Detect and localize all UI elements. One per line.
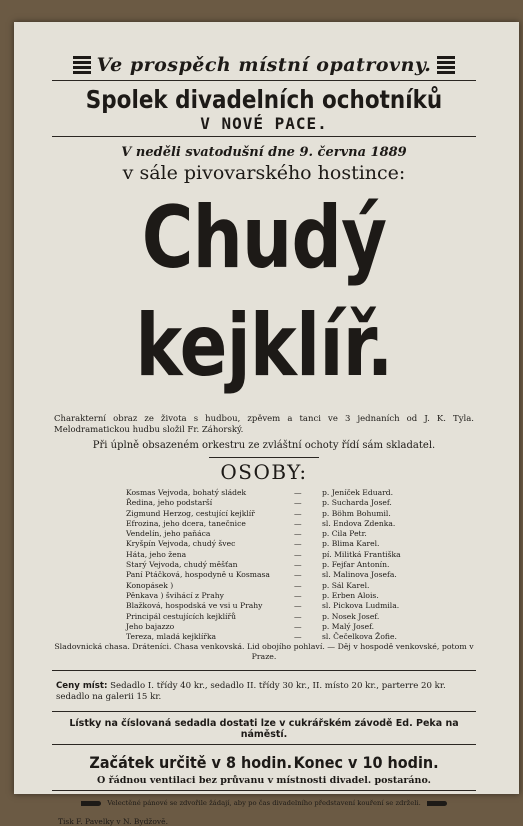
smoking-request-text: Velectěné pánové se zdvořile žádají, aby po čas divadelního představení kouření se zdrželi. — [107, 799, 421, 808]
cast-row: Efrozina, jeho dcera, tanečnice — sl. Endova Zdenka. — [126, 519, 426, 529]
cast-role: Pěnkava ) švihácí z Prahy — [126, 590, 224, 600]
cast-heading: OSOBY: — [220, 460, 308, 484]
venue: v sále pivovarského hostince: — [122, 162, 406, 184]
times — [89, 753, 438, 772]
prices-text: Sedadlo I. třídy 40 kr., sedadlo II. třídy 30 kr., II. místo 20 kr., parterre 20 kr. sedadlo na galerii 15 kr. — [56, 681, 446, 703]
benefit-text: Ve prospěch místní opatrovny. — [96, 54, 432, 76]
cast-role: Kryšpín Vejvoda, chudý švec — [126, 539, 236, 549]
cast-role: Efrozina, jeho dcera, tanečnice — [126, 518, 246, 528]
cast-role: Principál cestujících kejklířů — [126, 611, 237, 621]
cast-actor: sl. Endova Zdenka. — [322, 518, 396, 528]
cast-actor: p. Böhm Bohumil. — [322, 508, 391, 518]
cast-actor: p. Fejfar Antonín. — [322, 560, 390, 570]
divider — [52, 670, 476, 671]
cast-role: Kosmas Vejvoda, bohatý sládek — [126, 488, 247, 497]
divider — [52, 136, 476, 137]
cast-row: Tereza, mladá kejklířka — sl. Čečelkova Žofie. — [126, 632, 426, 642]
cast-actor: p. Sál Karel. — [322, 580, 370, 590]
cast-bracket-note: švihácí z Prahy — [165, 590, 224, 600]
cast-role: Vendelín, jeho paňáca — [126, 529, 211, 539]
start-time: Začátek určitě v 8 hodin. — [89, 753, 293, 773]
play-title: Chudý kejklíř. — [135, 188, 393, 396]
cast-row: Vendelín, jeho paňáca — p. Cila Petr. — [126, 529, 426, 539]
cast-role: Starý Vejvoda, chudý měšťan — [126, 560, 238, 570]
cast-actor: sl. Čečelkova Žofie. — [322, 632, 397, 642]
prices-label: Ceny míst: — [56, 681, 108, 692]
poster — [24, 32, 504, 826]
divider — [52, 80, 476, 81]
left-ornament-icon — [73, 56, 91, 76]
pointing-hand-icon — [81, 801, 101, 806]
society-name: Spolek divadelních ochotníků — [85, 85, 443, 114]
cast-actor: p. Jeníček Eduard. — [322, 488, 394, 497]
cast-row: Pěnkava ) švihácí z Prahy — p. Erben Alois. — [126, 591, 426, 601]
cast-row: Blažková, hospodská ve vsi u Prahy — sl. Pickova Ludmila. — [126, 601, 426, 611]
cast-actor: sl. Pickova Ludmila. — [322, 601, 400, 611]
cast-row: Paní Ptáčková, hospodyně u Kosmasa — sl. Malinova Josefa. — [126, 570, 426, 580]
cast-role: Tereza, mladá kejklířka — [126, 632, 217, 642]
cast-role: Háta, jeho žena — [126, 549, 187, 559]
orchestra-note: Při úplně obsazeném orkestru ze zvláštní ochoty řídí sám skladatel. — [92, 440, 436, 451]
performance-date: V neděli svatodušní dne 9. června 1889 — [121, 145, 407, 160]
pointing-hand-icon — [427, 801, 447, 806]
printer-credit: Tisk F. Pavelky v N. Bydžově. — [58, 817, 168, 826]
cast-actor: p. Cila Petr. — [322, 529, 367, 539]
cast-footer: Sladovnická chasa. Dráteníci. Chasa venkovská. Lid obojího pohlaví. — Děj v hospodě venkovské, potom v Praze. — [54, 642, 474, 662]
divider — [209, 457, 319, 458]
cast-role: Paní Ptáčková, hospodyně u Kosmasa — [126, 570, 270, 580]
cast-role: Blažková, hospodská ve vsi u Prahy — [126, 601, 263, 611]
smoking-request — [24, 799, 504, 807]
cast-actor: p. Nosek Josef. — [322, 611, 380, 621]
cast-role: Konopásek ) — [126, 580, 174, 590]
cast-row: Háta, jeho žena — pí. Militká Františka — [126, 550, 426, 560]
cast-row: Konopásek ) — p. Sál Karel. — [126, 581, 426, 591]
cast-row: Ředina, jeho podstarší — p. Sucharda Josef. — [126, 498, 426, 508]
divider — [52, 790, 476, 791]
cast-row: Jeho bajazzo — p. Malý Josef. — [126, 622, 426, 632]
benefit-line — [24, 54, 504, 76]
play-description: Charakterní obraz ze života s hudbou, zpěvem a tanci ve 3 jednaních od J. K. Tyla. Melodramatickou hudbu složil Fr. Záhorský. — [54, 414, 474, 435]
poster-sheet — [14, 22, 519, 826]
cast-actor: p. Blima Karel. — [322, 539, 380, 549]
divider — [52, 711, 476, 712]
cast-actor: sl. Malinova Josefa. — [322, 570, 397, 580]
cast-list — [126, 488, 504, 642]
cast-row: Kryšpín Vejvoda, chudý švec — p. Blima Karel. — [126, 539, 426, 549]
cast-role: Zigmund Herzog, cestující kejklíř — [126, 508, 255, 518]
cast-role: Ředina, jeho podstarší — [126, 498, 213, 508]
tickets-info: Lístky na číslovaná sedadla dostati lze v cukrářském závodě Ed. Peka na náměstí. — [69, 718, 459, 741]
cast-actor: pí. Militká Františka — [322, 549, 401, 559]
cast-row: Principál cestujících kejklířů — p. Nosek Josef. — [126, 612, 426, 622]
cast-role: Jeho bajazzo — [126, 621, 175, 631]
prices — [56, 681, 472, 703]
cast-actor: p. Malý Josef. — [322, 621, 375, 631]
town-name: V NOVÉ PACE. — [200, 114, 328, 133]
cast-actor: p. Sucharda Josef. — [322, 498, 392, 508]
divider — [52, 744, 476, 745]
cast-row: Kosmas Vejvoda, bohatý sládek — p. Jeníček Eduard. — [126, 488, 426, 498]
ventilation-note: O řádnou ventilaci bez průvanu v místnosti divadel. postaráno. — [97, 775, 431, 787]
cast-role-name: Pěnkava — [126, 590, 159, 600]
right-ornament-icon — [437, 56, 455, 76]
cast-role-name: Konopásek — [126, 580, 168, 590]
cast-actor: p. Erben Alois. — [322, 590, 379, 600]
end-time: Konec v 10 hodin. — [293, 753, 439, 773]
cast-row: Starý Vejvoda, chudý měšťan — p. Fejfar Antonín. — [126, 560, 426, 570]
cast-row: Zigmund Herzog, cestující kejklíř — p. Böhm Bohumil. — [126, 509, 426, 519]
